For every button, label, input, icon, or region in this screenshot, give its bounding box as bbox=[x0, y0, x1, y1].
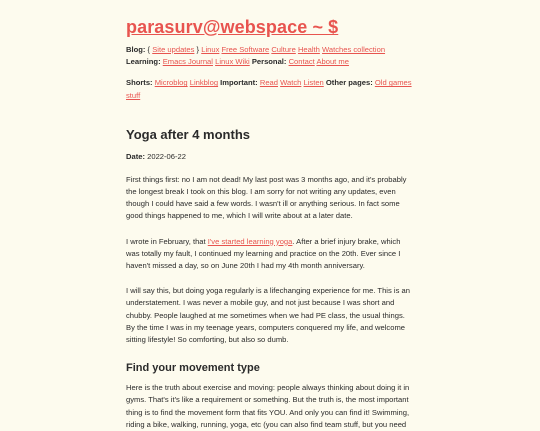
nav-link-linux-wiki[interactable]: Linux Wiki bbox=[215, 57, 250, 67]
nav-link-emacs-journal[interactable]: Emacs Journal bbox=[162, 57, 213, 67]
nav-link-free-software[interactable]: Free Software bbox=[221, 45, 270, 54]
nav-link-stuff[interactable]: stuff bbox=[126, 90, 141, 100]
main-content bbox=[126, 0, 414, 431]
nav-important-label: Important: bbox=[220, 78, 258, 88]
post-paragraph-3: I will say this, but doing yoga regularly is a lifechanging experience for me. This is an understatement. I was never a mobile guy, and not just because I was short and chubby. People laughed at me sometimes when we had PE class, the usual things. By the time I was in my teenage years, computers conquered my life, and welcome sitting lifestyle! So comforting, but also so dumb. bbox=[126, 286, 410, 345]
nav-link-microblog[interactable]: Microblog bbox=[154, 78, 188, 88]
nav-link-contact[interactable]: Contact bbox=[288, 57, 315, 67]
nav-link-listen[interactable]: Listen bbox=[303, 78, 324, 88]
post-date bbox=[126, 151, 414, 163]
nav-shorts-label: Shorts: bbox=[126, 78, 153, 88]
site-title[interactable] bbox=[126, 15, 414, 39]
nav-link-read[interactable]: Read bbox=[259, 78, 278, 88]
nav-secondary bbox=[126, 77, 414, 101]
nav-link-old-games[interactable]: Old games bbox=[374, 78, 412, 88]
post-paragraph-2 bbox=[126, 236, 414, 273]
nav-link-linkblog[interactable]: Linkblog bbox=[189, 78, 219, 88]
nav-link-watch[interactable]: Watch bbox=[280, 78, 302, 88]
post-date-value: 2022-06-22 bbox=[147, 151, 186, 161]
nav-link-about-me[interactable]: About me bbox=[316, 57, 349, 67]
section-heading: Find your movement type bbox=[126, 362, 260, 375]
nav-link-health[interactable]: Health bbox=[297, 45, 320, 54]
nav-personal-label: Personal: bbox=[251, 57, 287, 67]
nav-link-site-updates[interactable]: Site updates bbox=[152, 45, 195, 54]
nav-link-culture[interactable]: Culture bbox=[271, 45, 296, 54]
site-title-link[interactable]: parasurv@webspace ~ $ bbox=[126, 17, 339, 37]
post-paragraph-2-after: . After a brief injury brake, which was totally my fault, I continued my learning and practice on the 20th. Ever since I haven't missed a day, so on June 20th I had my 4th month anniversary. bbox=[126, 236, 401, 271]
post-paragraph-2-before: I wrote in February, that bbox=[126, 236, 208, 246]
nav-blog-line bbox=[126, 44, 414, 56]
nav-blog-close-brace: } bbox=[196, 45, 200, 54]
nav-learning-label: Learning: bbox=[126, 57, 161, 67]
yoga-post-link[interactable]: I've started learning yoga bbox=[207, 236, 293, 246]
nav-link-linux[interactable]: Linux bbox=[201, 45, 220, 54]
nav-learning-line bbox=[126, 56, 414, 68]
post-date-label: Date: bbox=[126, 151, 145, 161]
nav-blog-open-brace: { bbox=[147, 45, 151, 54]
post-title: Yoga after 4 months bbox=[126, 126, 251, 142]
nav-other-label: Other pages: bbox=[325, 78, 373, 88]
nav-link-watches-collection[interactable]: Watches collection bbox=[322, 45, 386, 54]
post-paragraph-1: First things first: no I am not dead! My last post was 3 months ago, and it's probably the longest break I took on this blog. I am sorry for not writing any updates, even though I could have said a few words. I wasn't ill or anything serious. In fact some good things happened to me, which I will write about at a later date. bbox=[126, 174, 407, 221]
nav-primary bbox=[126, 44, 414, 68]
post-paragraph-4: Here is the truth about exercise and moving: people always thinking about doing it in gyms. That's it's like a requirement or something. But the truth is, the most important thing is to find the movement form that fits YOU. And only you can find it! Swimming, riding a bike, walking, running, yoga, etc (you can also find team stuff, but you need bbox=[126, 383, 410, 429]
nav-blog-label: Blog: bbox=[126, 45, 146, 54]
